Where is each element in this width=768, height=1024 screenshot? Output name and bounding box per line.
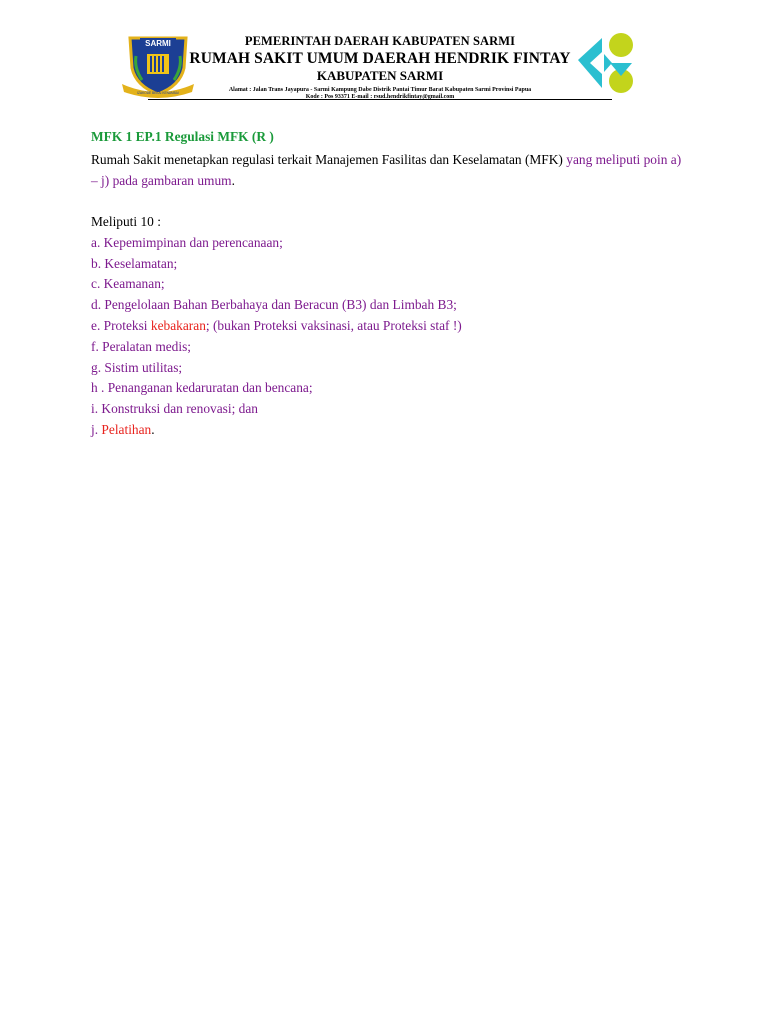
list-item: g. Sistim utilitas; [91, 359, 183, 375]
intro-highlight: yang meliputi poin a) – j) pada gambaran umum [91, 152, 682, 188]
contact-line: Kode : Pos 93371 E-mail : rsud.hendrikfintay@gmail.com [305, 94, 455, 100]
list-item: h . Penanganan kedaruratan dan bencana; [91, 380, 313, 396]
intro-paragraph [91, 149, 691, 191]
list-item-prefix: j. [91, 421, 102, 437]
regency-name: KABUPATEN SARMI [316, 68, 444, 83]
letterhead-text [180, 28, 580, 100]
section-heading: MFK 1 EP.1 Regulasi MFK (R ) [91, 129, 274, 144]
list-item [91, 420, 691, 441]
list-item: f. Peralatan medis; [91, 338, 192, 354]
list-item-highlight: Pelatihan [101, 421, 152, 437]
letterhead [120, 28, 650, 102]
letterhead-divider [148, 99, 612, 100]
svg-text:SARMI: SARMI [145, 39, 171, 48]
intro-text: Rumah Sakit menetapkan regulasi terkait Manajemen Fasilitas dan Keselamatan (MFK) [91, 152, 567, 167]
hospital-name: RUMAH SAKIT UMUM DAERAH HENDRIK FINTAY [189, 49, 571, 67]
list-item-highlight: kebakaran [150, 317, 206, 333]
document-body [91, 128, 691, 441]
list-item: a. Kepemimpinan dan perencanaan; [91, 234, 283, 250]
list-item-suffix: . [151, 421, 155, 437]
list-title: Meliputi 10 : [91, 214, 161, 229]
list-item-prefix: e. Proteksi [91, 317, 151, 333]
list-item-suffix: ; (bukan Proteksi vaksinasi, atau Proteksi staf !) [205, 317, 462, 333]
list-item: c. Keamanan; [91, 276, 165, 292]
svg-text:IZAKODE BEKAI KENAMBAI: IZAKODE BEKAI KENAMBAI [137, 91, 179, 95]
ministry-of-health-logo-icon [574, 30, 644, 96]
list-item [91, 316, 691, 337]
list-item: d. Pengelolaan Bahan Berbahaya dan Beracun (B3) dan Limbah B3; [91, 297, 457, 313]
government-name: PEMERINTAH DAERAH KABUPATEN SARMI [244, 34, 516, 48]
intro-period: . [231, 173, 235, 188]
list-item: i. Konstruksi dan renovasi; dan [91, 401, 258, 417]
list-item: b. Keselamatan; [91, 255, 178, 271]
address-line: Alamat : Jalan Trans Jayapura - Sarmi Kampung Dabe Distrik Pantai Timur Barat Kabupaten Sarmi Provinsi Papua [228, 87, 532, 93]
